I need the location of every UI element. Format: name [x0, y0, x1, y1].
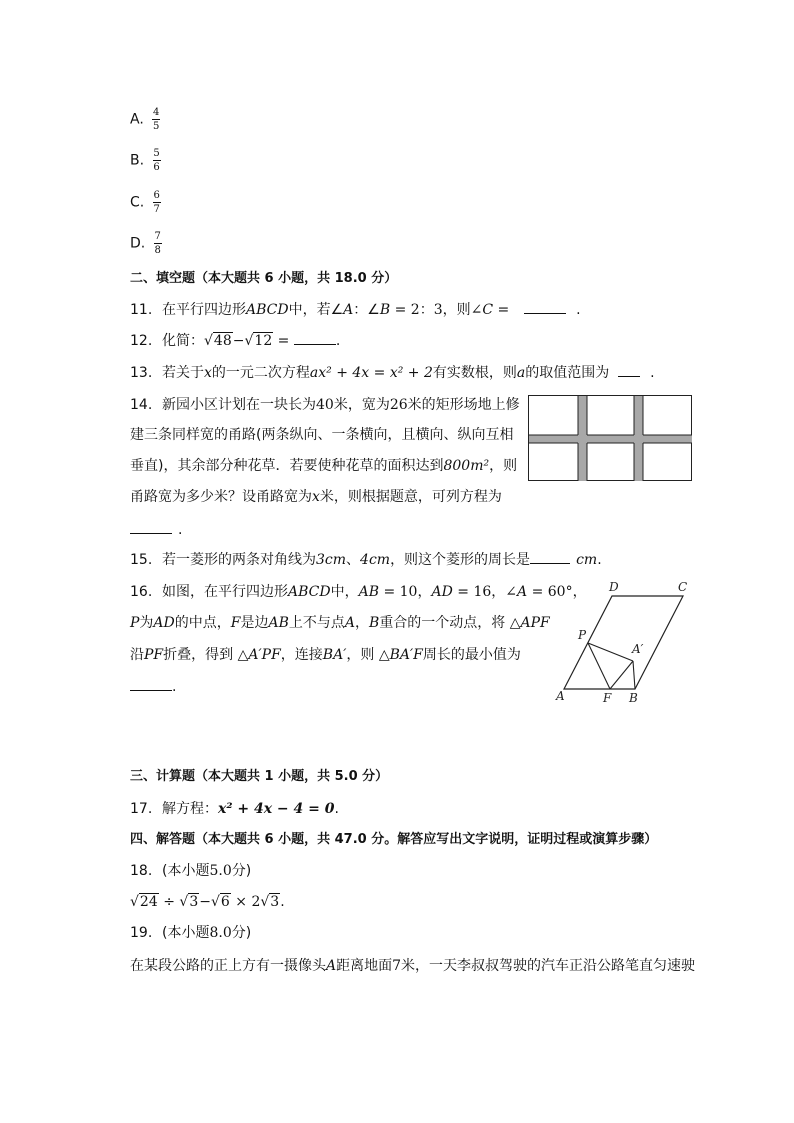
- option-d: [130, 231, 162, 256]
- fraction: [152, 107, 160, 132]
- math: 8.0: [209, 925, 232, 941]
- text: 米，一天李叔叔驾驶的汽车正沿公路笔直匀速驶: [401, 958, 696, 974]
- text: 是边: [240, 615, 269, 631]
- text: 若关于: [162, 365, 204, 381]
- question-number: 18.: [130, 863, 153, 879]
- sqrt-sign: √: [179, 894, 189, 910]
- text: 米，宽为: [333, 397, 390, 413]
- question-18-expression: [130, 892, 285, 912]
- text: 分): [231, 925, 252, 941]
- text: 周长的最小值为: [422, 647, 521, 663]
- math: 3cm: [316, 552, 347, 568]
- operator: −: [199, 894, 211, 910]
- horizontal-path: [529, 435, 692, 443]
- section-3-title: 三、计算题（本大题共 1 小题，共 5.0 分）: [130, 769, 389, 784]
- question-number: 12.: [130, 333, 153, 349]
- radicand: 3: [270, 894, 280, 910]
- math: A: [344, 615, 356, 631]
- section-4-title: 四、解答题（本大题共 6 小题，共 47.0 分。解答应写出文字说明，证明过程或演算步骤）: [130, 832, 658, 847]
- question-15: [130, 550, 602, 570]
- text: 米的矩形场地上修: [407, 397, 520, 413]
- math: A: [326, 958, 337, 974]
- text: ，: [355, 615, 370, 631]
- text: .: [172, 679, 177, 695]
- operator: =: [273, 333, 294, 349]
- math: BA′F: [389, 647, 423, 663]
- math: 7: [392, 958, 402, 974]
- label-p: P: [578, 628, 587, 642]
- question-number: 13.: [130, 365, 153, 381]
- option-label: C.: [130, 194, 145, 211]
- text: ，则这个菱形的周长是: [390, 552, 531, 568]
- question-number: 14.: [130, 397, 153, 413]
- text: 如图，在平行四边形: [162, 584, 288, 600]
- label-a: A: [556, 689, 565, 703]
- answer-blank[interactable]: [524, 301, 566, 314]
- question-number: 17.: [130, 801, 153, 817]
- fraction: [154, 231, 162, 256]
- math: F: [230, 615, 241, 631]
- denominator: 7: [153, 204, 160, 215]
- parallelogram-figure: [550, 578, 700, 706]
- math: AB: [358, 584, 380, 600]
- answer-blank[interactable]: [618, 364, 640, 377]
- text: 米，则根据题意，可列方程为: [319, 489, 502, 505]
- math: x: [204, 365, 212, 381]
- math: AD: [153, 615, 175, 631]
- question-17: [130, 799, 339, 819]
- numerator: 7: [154, 231, 161, 242]
- text: = 2：3，则∠: [390, 302, 483, 318]
- question-16-line-1: [130, 582, 587, 602]
- question-number: 16.: [130, 584, 153, 600]
- text: 解方程：: [162, 801, 218, 817]
- question-16-line-2: [130, 613, 550, 633]
- question-14-line-1: [130, 395, 520, 415]
- text: 中，若∠: [288, 302, 344, 318]
- math: ABCD: [288, 584, 331, 600]
- sqrt-sign: √: [130, 894, 139, 910]
- question-19-header: [130, 923, 251, 943]
- answer-blank[interactable]: [530, 551, 570, 564]
- fraction: [153, 148, 161, 173]
- denominator: 6: [153, 162, 160, 173]
- math: cm: [576, 552, 598, 568]
- segment-ba2: [633, 661, 635, 689]
- question-number: 19.: [130, 925, 153, 941]
- text: = 60°，: [527, 584, 587, 600]
- parallelogram-abcd: [564, 596, 683, 689]
- option-c: [130, 190, 161, 215]
- question-16-line-3: [130, 645, 521, 665]
- label-a-prime: A′: [632, 642, 644, 656]
- radicand: 3: [189, 894, 199, 910]
- answer-blank[interactable]: [130, 678, 172, 691]
- text: 在平行四边形: [162, 302, 246, 318]
- math: AD: [431, 584, 453, 600]
- answer-blank[interactable]: [294, 332, 336, 345]
- fraction: [153, 190, 161, 215]
- math: APF: [520, 615, 550, 631]
- text: 新园小区计划在一块长为: [162, 397, 316, 413]
- math: P: [130, 615, 140, 631]
- math: x: [312, 489, 320, 505]
- math: PF: [144, 647, 164, 663]
- math: a: [516, 365, 526, 381]
- math: A: [517, 584, 528, 600]
- text: (本小题: [162, 863, 210, 879]
- equation: x² + 4x − 4 = 0: [218, 801, 335, 817]
- math: C: [482, 302, 494, 318]
- text: 为: [139, 615, 154, 631]
- text: 中，: [330, 584, 359, 600]
- numerator: 5: [153, 148, 160, 159]
- operator: × 2: [230, 894, 261, 910]
- text: 折叠，得到 △: [163, 647, 249, 663]
- math: B: [379, 302, 391, 318]
- operator: −: [232, 333, 245, 349]
- question-number: 15.: [130, 552, 153, 568]
- text: 距离地面: [336, 958, 393, 974]
- text: 的取值范围为: [525, 365, 610, 381]
- text: .: [576, 302, 581, 318]
- text: ，则 △: [346, 647, 390, 663]
- sqrt-sign: √: [204, 333, 213, 349]
- radicand: 24: [139, 894, 158, 910]
- text: 沿: [130, 647, 144, 663]
- text: =: [493, 302, 510, 318]
- equation: ax² + 4x = x² + 2: [309, 365, 433, 381]
- text: = 10，: [379, 584, 432, 600]
- text: 有实数根，则: [432, 365, 517, 381]
- text: ，则: [489, 458, 518, 474]
- math: 40: [316, 397, 334, 413]
- text: 、: [346, 552, 361, 568]
- question-14-line-4: [130, 487, 502, 507]
- operator: ÷: [158, 894, 180, 910]
- text: 的中点，: [174, 615, 231, 631]
- question-19-line-2: [130, 956, 695, 976]
- numerator: 6: [153, 190, 160, 201]
- label-b: B: [629, 691, 638, 705]
- text: 在某段公路的正上方有一摄像头: [130, 958, 326, 974]
- text: 的一元二次方程: [211, 365, 310, 381]
- math: A′PF: [248, 647, 281, 663]
- segment-fa2: [610, 661, 633, 689]
- text: ，连接: [280, 647, 323, 663]
- math: B: [369, 615, 380, 631]
- option-a: [130, 107, 160, 132]
- text: .: [597, 552, 602, 568]
- text: 重合的一个动点，将 △: [379, 615, 521, 631]
- question-16-line-4: [130, 677, 176, 697]
- text: 垂直)，其余部分种花草．若要使种花草的面积达到: [130, 458, 444, 474]
- radicand: 6: [220, 894, 230, 910]
- question-14-line-2: 建三条同样宽的甬路(两条纵向、一条横向，且横向、纵向互相: [130, 427, 514, 443]
- text: 上不与点: [288, 615, 345, 631]
- radicand: 12: [254, 333, 273, 349]
- math: ABCD: [246, 302, 289, 318]
- sqrt-sign: √: [260, 894, 270, 910]
- text: 若一菱形的两条对角线为: [162, 552, 316, 568]
- label-c: C: [678, 580, 688, 594]
- math: BA′: [322, 647, 347, 663]
- section-2-title: 二、填空题（本大题共 6 小题，共 18.0 分）: [130, 271, 398, 286]
- text: .: [650, 365, 655, 381]
- question-14-line-5: [130, 520, 182, 540]
- math: 26: [389, 397, 408, 413]
- option-label: B.: [130, 152, 145, 169]
- text: 化简：: [162, 333, 204, 349]
- text: 甬路宽为多少米？设甬路宽为: [130, 489, 312, 505]
- text: ：∠: [353, 302, 380, 318]
- text: .: [334, 801, 339, 817]
- question-14-line-3: [130, 456, 517, 476]
- label-d: D: [609, 580, 619, 594]
- denominator: 8: [154, 245, 161, 256]
- text: (本小题: [162, 925, 210, 941]
- radicand: 48: [213, 333, 232, 349]
- math: AB: [268, 615, 289, 631]
- text: .: [178, 522, 183, 538]
- question-13: [130, 363, 655, 383]
- denominator: 5: [153, 121, 160, 132]
- math: A: [343, 302, 354, 318]
- text: .: [280, 894, 285, 910]
- option-b: [130, 148, 161, 173]
- option-label: D.: [130, 235, 146, 252]
- question-11: [130, 300, 581, 320]
- text: = 16，∠: [452, 584, 517, 600]
- label-f: F: [603, 691, 612, 705]
- question-12: [130, 331, 340, 351]
- text: 分): [231, 863, 252, 879]
- math: 800m²: [443, 458, 490, 474]
- numerator: 4: [153, 107, 160, 118]
- answer-blank[interactable]: [130, 521, 172, 534]
- math: 5.0: [209, 863, 232, 879]
- math: 4cm: [360, 552, 391, 568]
- text: .: [335, 333, 341, 349]
- sqrt-sign: √: [244, 333, 254, 349]
- question-number: 11.: [130, 302, 153, 318]
- question-18-header: [130, 861, 251, 881]
- rectangular-field-figure: [528, 395, 693, 482]
- sqrt-sign: √: [210, 894, 220, 910]
- option-label: A.: [130, 111, 144, 128]
